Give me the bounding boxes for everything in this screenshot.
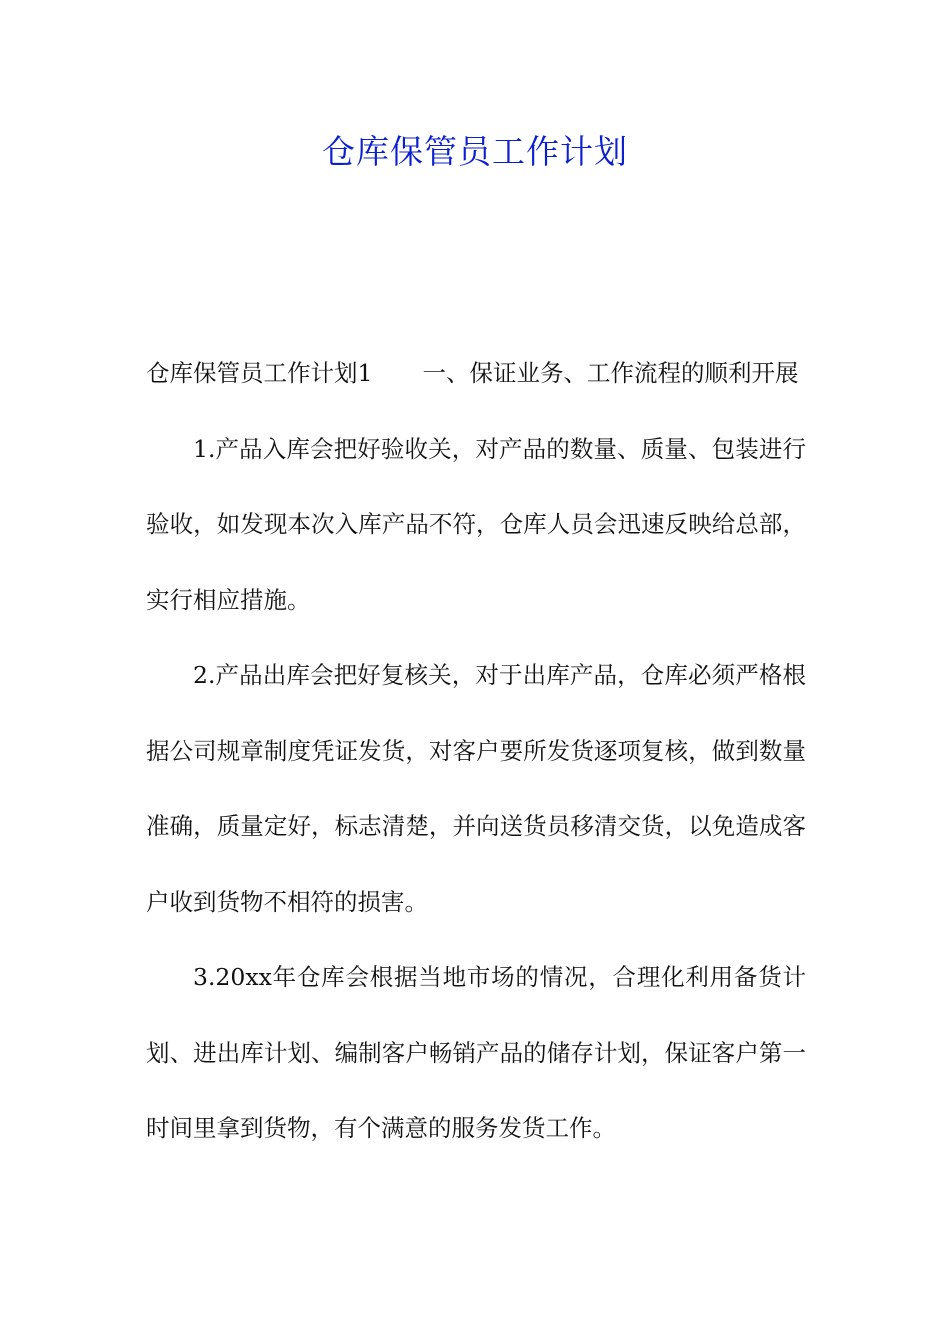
paragraph-intro bbox=[146, 336, 806, 412]
paragraph-3: 3.20xx年仓库会根据当地市场的情况，合理化利用备货计划、进出库计划、编制客户畅销产品的储存计划，保证客户第一时间里拿到货物，有个满意的服务发货工作。 bbox=[146, 963, 806, 1142]
document-body bbox=[146, 336, 806, 1167]
paragraph-2: 2.产品出库会把好复核关，对于出库产品，仓库必须严格根据公司规章制度凭证发货，对客户要所发货逐项复核，做到数量准确，质量定好，标志清楚，并向送货员移清交货，以免造成客户收到货物不相符的损害。 bbox=[146, 661, 806, 916]
section-heading-lead: 仓库保管员工作计划1 bbox=[146, 359, 373, 387]
section-heading-text: 一、保证业务、工作流程的顺利开展 bbox=[422, 359, 799, 387]
paragraph-1: 1.产品入库会把好验收关，对产品的数量、质量、包装进行验收，如发现本次入库产品不符，仓库人员会迅速反映给总部，实行相应措施。 bbox=[146, 434, 806, 614]
document-title: 仓库保管员工作计划 bbox=[322, 132, 628, 171]
